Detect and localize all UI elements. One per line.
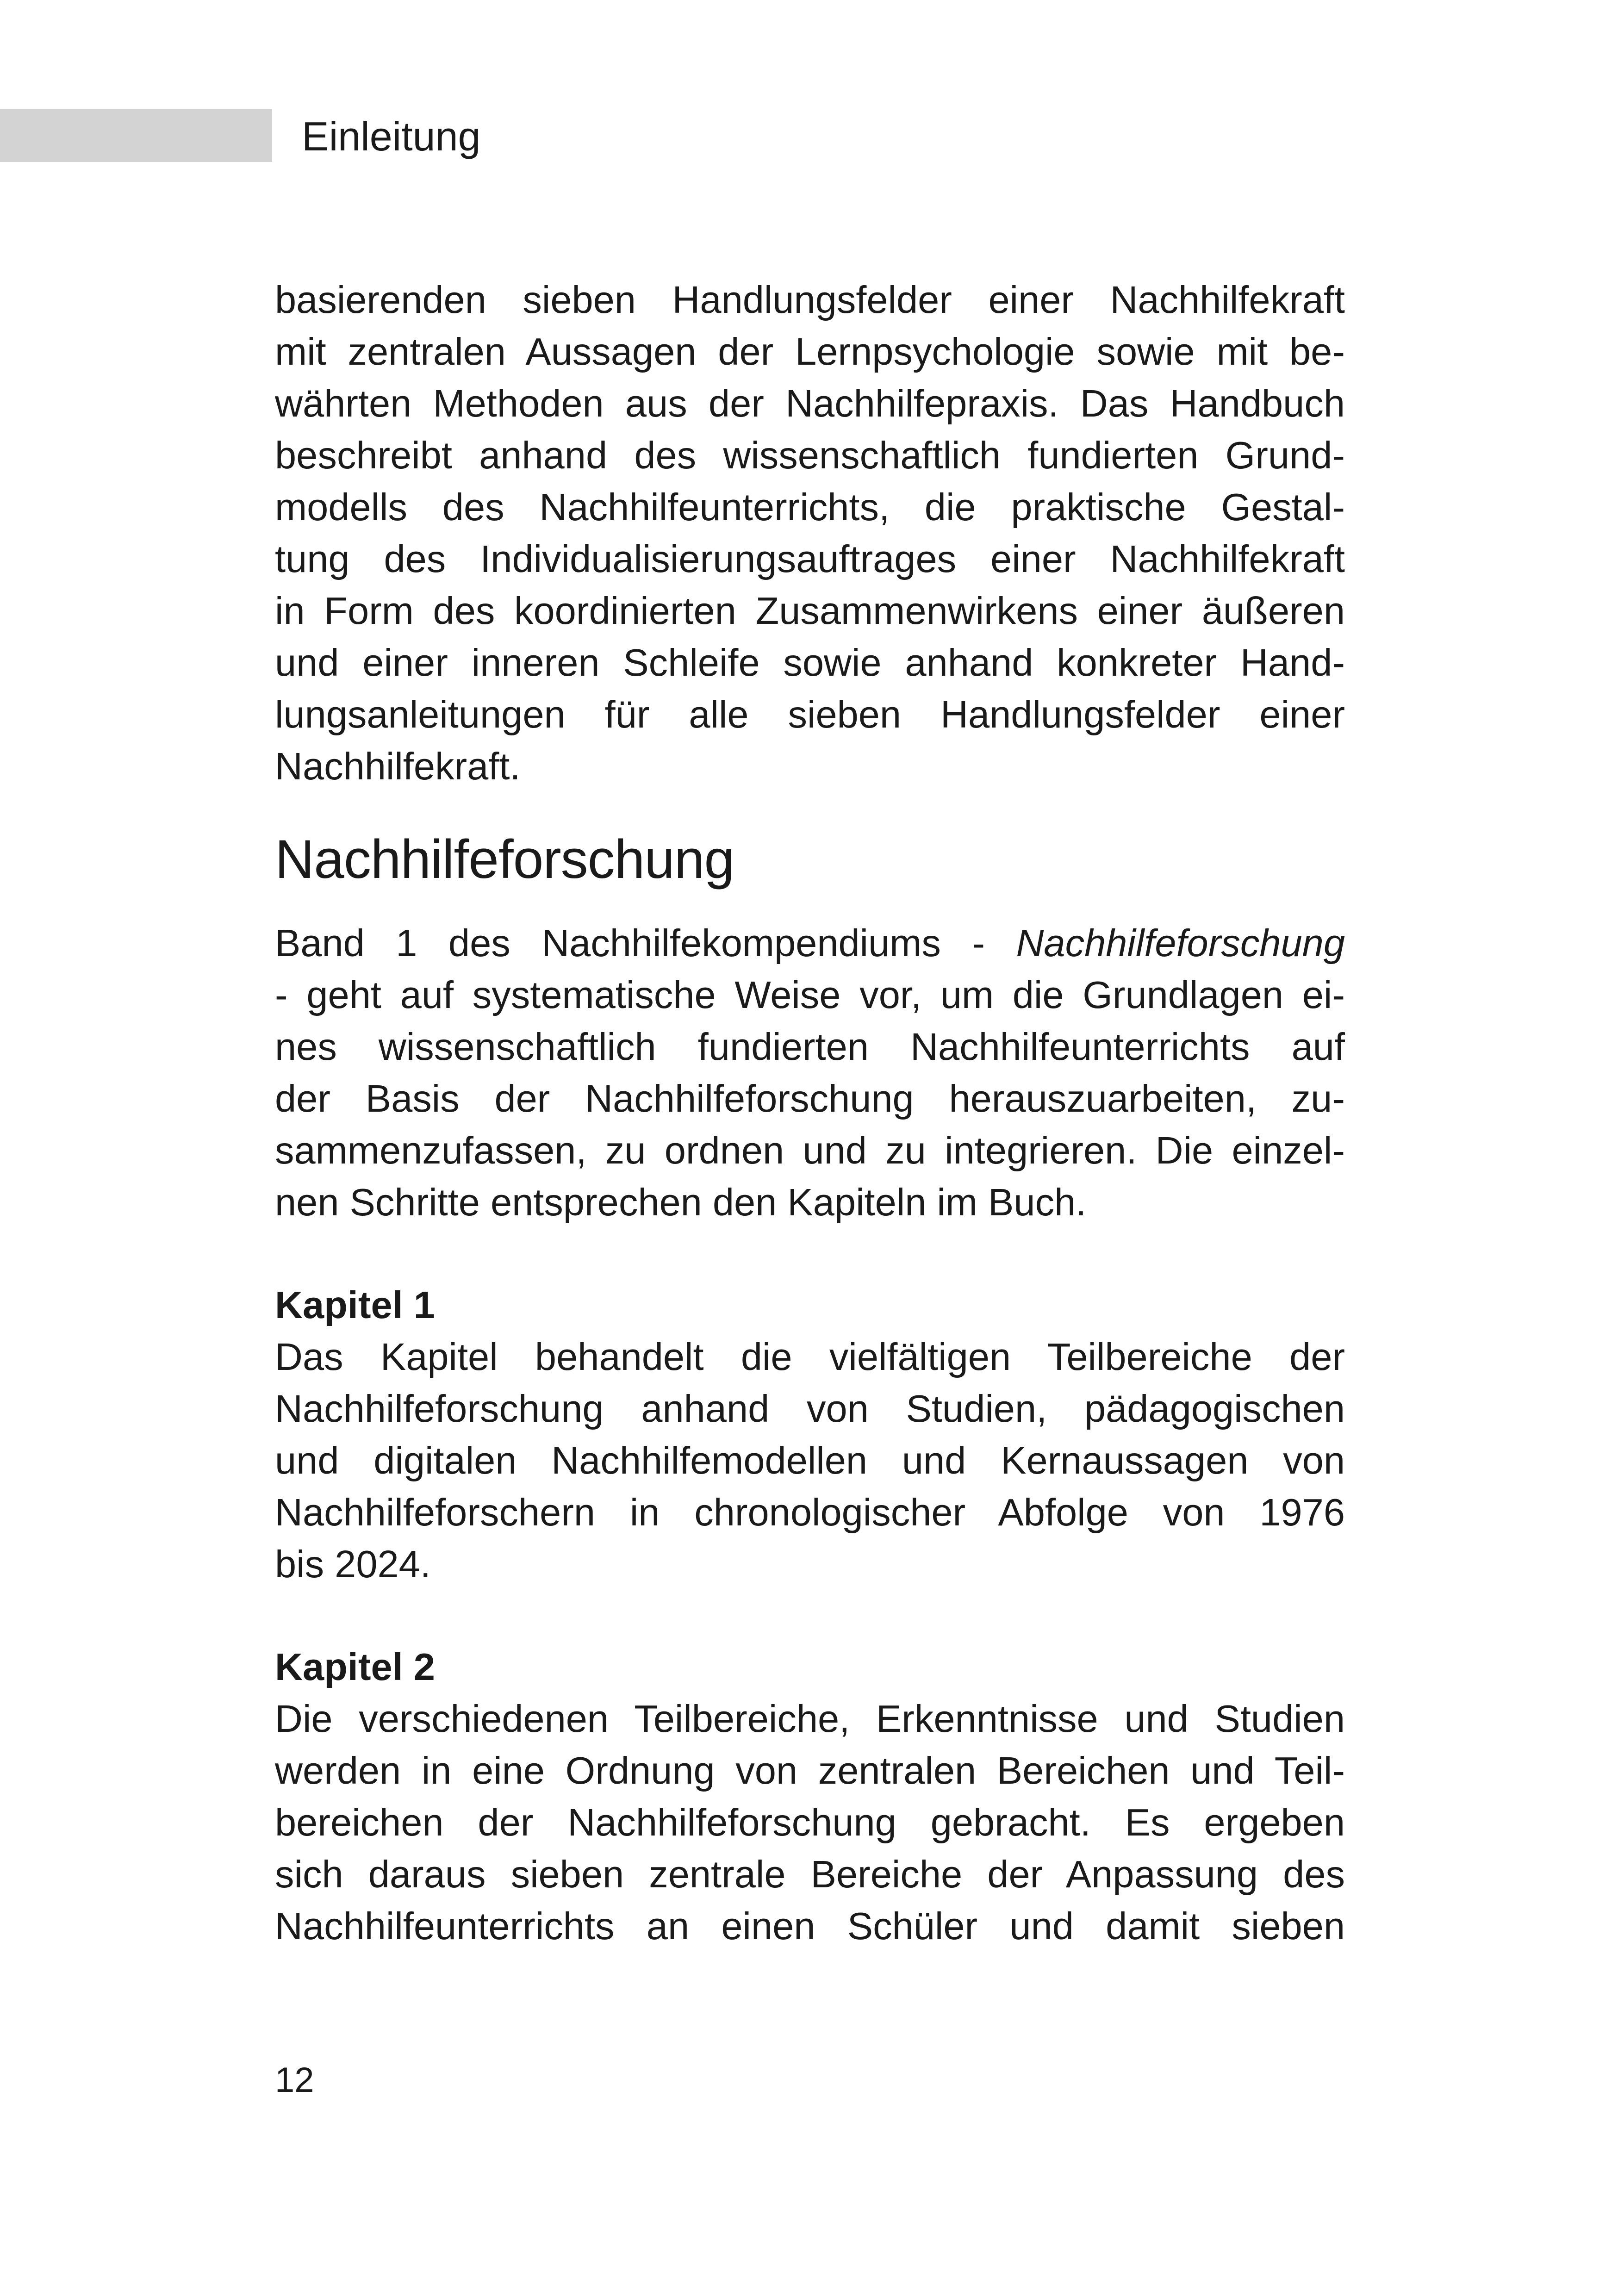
text-line: - geht auf systematische Weise vor, um die Grundlagen ei-	[275, 973, 1345, 1016]
text-line: Nachhilfeunterrichts an einen Schüler und damit sieben	[275, 1904, 1345, 1948]
running-header-bar	[0, 109, 272, 162]
text-line: Nachhilfeforschern in chronologischer Abfolge von 1976	[275, 1491, 1345, 1534]
text-line: basierenden sieben Handlungsfelder einer Nachhilfekraft	[275, 278, 1345, 321]
chapter-paragraph	[275, 1331, 1345, 1590]
text-line: und einer inneren Schleife sowie anhand konkreter Hand-	[275, 641, 1345, 684]
chapter-paragraph	[275, 1693, 1345, 1952]
text-line: beschreibt anhand des wissenschaftlich fundierten Grund-	[275, 434, 1345, 477]
text-line: in Form des koordinierten Zusammenwirkens einer äußeren	[275, 589, 1345, 632]
text-line: nen Schritte entsprechen den Kapiteln im Buch.	[275, 1181, 1087, 1224]
text-line: bereichen der Nachhilfeforschung gebracht. Es ergeben	[275, 1801, 1345, 1844]
text-line: Die verschiedenen Teilbereiche, Erkenntnisse und Studien	[275, 1697, 1345, 1740]
text-line: und digitalen Nachhilfemodellen und Kernaussagen von	[275, 1439, 1345, 1482]
text-line: lungsanleitungen für alle sieben Handlungsfelder einer	[275, 693, 1345, 736]
text-line: Nachhilfeforschung anhand von Studien, pädagogischen	[275, 1387, 1345, 1430]
chapter-title: Kapitel 1	[275, 1283, 435, 1326]
section-heading: Nachhilfeforschung	[275, 829, 734, 890]
text-line: Das Kapitel behandelt die vielfältigen Teilbereiche der	[275, 1335, 1345, 1378]
text-line: mit zentralen Aussagen der Lernpsychologie sowie mit be-	[275, 330, 1345, 373]
text-line: werden in eine Ordnung von zentralen Bereichen und Teil-	[275, 1749, 1345, 1792]
page-number: 12	[275, 2060, 314, 2100]
text-line: Nachhilfekraft.	[275, 745, 521, 788]
text-segment: Band 1 des Nachhilfekompendiums -	[275, 921, 1016, 964]
text-line: bis 2024.	[275, 1543, 431, 1586]
text-line: währten Methoden aus der Nachhilfepraxis. Das Handbuch	[275, 382, 1345, 425]
text-line: tung des Individualisierungsauftrages einer Nachhilfekraft	[275, 537, 1345, 580]
page-body	[275, 274, 1345, 1952]
text-line: nes wissenschaftlich fundierten Nachhilfeunterrichts auf	[275, 1025, 1345, 1068]
section-paragraph	[275, 917, 1345, 1228]
chapter-title: Kapitel 2	[275, 1645, 435, 1688]
text-line: sammenzufassen, zu ordnen und zu integrieren. Die einzel-	[275, 1129, 1345, 1172]
text-line: sich daraus sieben zentrale Bereiche der Anpassung des	[275, 1853, 1345, 1896]
running-header-title: Einleitung	[302, 113, 481, 159]
book-title-italic: Nachhilfeforschung	[1016, 921, 1345, 964]
text-line: modells des Nachhilfeunterrichts, die praktische Gestal-	[275, 485, 1345, 529]
intro-paragraph	[275, 274, 1345, 792]
text-line	[275, 917, 1345, 969]
text-line: der Basis der Nachhilfeforschung herauszuarbeiten, zu-	[275, 1077, 1345, 1120]
